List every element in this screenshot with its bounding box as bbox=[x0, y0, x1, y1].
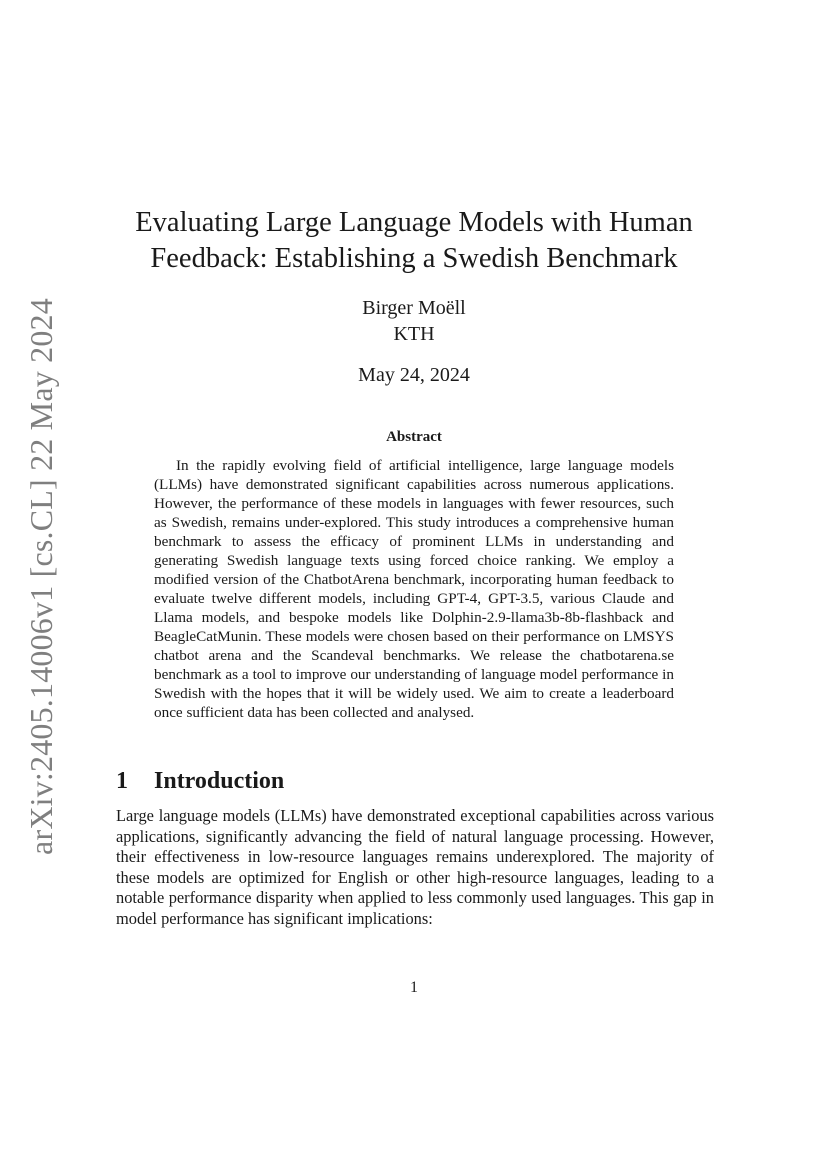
page-number: 1 bbox=[410, 979, 418, 996]
arxiv-identifier-stamp bbox=[10, 297, 72, 855]
abstract-text: In the rapidly evolving field of artificial intelligence, large language models (LLMs) have demonstrated significant capabilities across numerous applications. However, the performance of these models in languages with fewer resources, such as Swedish, remains under-explored. This study introduces a comprehensive human benchmark to assess the efficacy of prominent LLMs in understanding and generating Swedish language texts using forced choice ranking. We employ a modified version of the ChatbotArena benchmark, incorporating human feedback to evaluate twelve different models, including GPT-4, GPT-3.5, various Claude and Llama models, and bespoke models like Dolphin-2.9-llama3b-8b-flashback and BeagleCatMunin. These models were chosen based on their performance on LMSYS chatbot arena and the Scandeval benchmarks. We release the chatbotarena.se benchmark as a tool to improve our understanding of language model performance in Swedish with the hopes that it will be widely used. We aim to create a leaderboard once sufficient data has been collected and analysed. bbox=[154, 457, 674, 721]
publication-date: May 24, 2024 bbox=[358, 364, 470, 386]
section-heading bbox=[116, 766, 284, 796]
section-title: Introduction bbox=[154, 768, 285, 794]
author-name: Birger Moëll bbox=[362, 297, 466, 319]
section-number: 1 bbox=[116, 768, 128, 794]
author-affiliation: KTH bbox=[393, 323, 435, 345]
abstract-heading: Abstract bbox=[386, 429, 442, 445]
arxiv-identifier-text: arXiv:2405.14006v1 [cs.CL] 22 May 2024 bbox=[22, 297, 59, 855]
paper-title: Evaluating Large Language Models with Human Feedback: Establishing a Swedish Benchmark bbox=[135, 207, 693, 274]
introduction-paragraph: Large language models (LLMs) have demonstrated exceptional capabilities across various applications, significantly advancing the field of natural language processing. However, their effectiveness in low-resource languages remains underexplored. The majority of these models are optimized for English or other high-resource languages, leading to a notable performance disparity when applied to less commonly used languages. This gap in model performance has significant implications: bbox=[116, 806, 714, 928]
